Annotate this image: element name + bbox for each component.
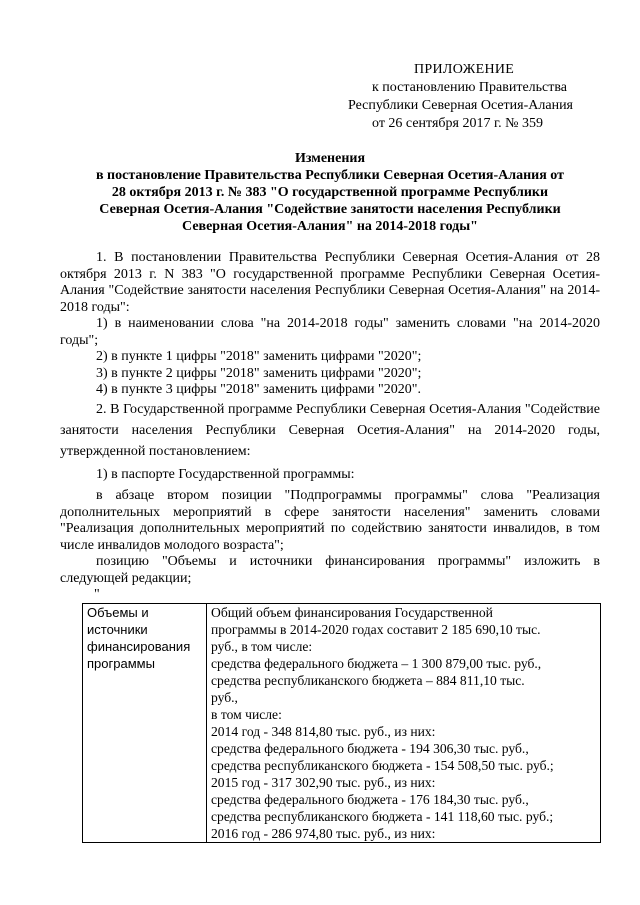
value-line: средства республиканского бюджета - 141 118,60 тыс. руб.; — [211, 809, 554, 824]
paragraph-1-item-3: 3) в пункте 2 цифры "2018" заменить цифрами "2020"; — [96, 365, 422, 381]
label-line: программы — [87, 656, 155, 671]
financing-table — [82, 603, 601, 843]
value-line: средства федерального бюджета - 176 184,30 тыс. руб., — [211, 792, 529, 807]
title-line-4: Северная Осетия-Алания "Содействие занятости населения Республики — [99, 202, 561, 217]
label-line: источники — [87, 622, 148, 637]
value-line: в том числе: — [211, 707, 282, 722]
value-line: руб., — [211, 690, 238, 705]
paragraph-1-item-4: 4) в пункте 3 цифры "2018" заменить цифрами "2020". — [96, 382, 421, 397]
document-body — [60, 250, 600, 587]
paragraph-2: 2. В Государственной программе Республики Северная Осетия-Алания "Содействие занятости населения Республики Северная Осетия-Алания" на 2014-2020 годы, утвержденной постановлением: — [60, 401, 600, 459]
value-line: средства федерального бюджета - 194 306,30 тыс. руб., — [211, 741, 529, 756]
appendix-line-1: к постановлению Правительства — [372, 80, 568, 95]
value-line: 2016 год - 286 974,80 тыс. руб., из них: — [211, 826, 436, 841]
table-value-cell — [207, 604, 601, 843]
appendix-title: ПРИЛОЖЕНИЕ — [414, 62, 515, 77]
value-line: средства республиканского бюджета – 884 811,10 тыс. — [211, 673, 525, 688]
value-line: программы в 2014-2020 годах составит 2 185 690,10 тыс. — [211, 622, 541, 637]
value-line: 2015 год - 317 302,90 тыс. руб., из них: — [211, 775, 436, 790]
paragraph-1-item-1: 1) в наименовании слова "на 2014-2018 годы" заменить словами "на 2014-2020 годы"; — [60, 316, 600, 348]
opening-quote: " — [94, 587, 100, 602]
paragraph-2-item-3: позицию "Объемы и источники финансирования программы" изложить в следующей редакции; — [60, 554, 600, 586]
appendix-header — [340, 61, 600, 133]
title-line-3: 28 октября 2013 г. № 383 "О государственной программе Республики — [111, 185, 549, 200]
value-line: средства республиканского бюджета - 154 508,50 тыс. руб.; — [211, 758, 554, 773]
value-line: средства федерального бюджета – 1 300 879,00 тыс. руб., — [211, 656, 542, 671]
paragraph-1-item-2: 2) в пункте 1 цифры "2018" заменить цифрами "2020"; — [96, 349, 422, 364]
paragraph-2-item-1: 1) в паспорте Государственной программы: — [96, 466, 355, 482]
document-title — [62, 150, 598, 235]
value-line: руб., в том числе: — [211, 639, 313, 654]
title-line-5: Северная Осетия-Алания" на 2014-2018 годы" — [182, 219, 478, 234]
appendix-line-3: от 26 сентября 2017 г. № 359 — [372, 116, 543, 131]
label-line: финансирования — [87, 639, 191, 654]
appendix-line-2: Республики Северная Осетия-Алания — [348, 98, 573, 113]
title-line-2: в постановление Правительства Республики Северная Осетия-Алания от — [96, 168, 564, 183]
title-line-1: Изменения — [294, 151, 366, 166]
paragraph-2-item-2: в абзаце втором позиции "Подпрограммы программы" слова "Реализация дополнительных мероприятий в сфере занятости населения" заменить словами "Реализация дополнительных мероприятий по содействию занятости инвалидов, в том числе инвалидов молодого возраста"; — [60, 488, 600, 553]
value-line: 2014 год - 348 814,80 тыс. руб., из них: — [211, 724, 436, 739]
table-row — [83, 604, 601, 843]
value-line: Общий объем финансирования Государственной — [211, 605, 493, 620]
paragraph-1: 1. В постановлении Правительства Республики Северная Осетия-Алания от 28 октября 2013 г. N 383 "О государственной программе Республики Северная Осетия-Алания "Содействие занятости населения Республики Северная Осетия-Алания" на 2014-2018 годы": — [60, 250, 600, 315]
table-label-cell — [83, 604, 207, 843]
label-line: Объемы и — [87, 605, 149, 620]
